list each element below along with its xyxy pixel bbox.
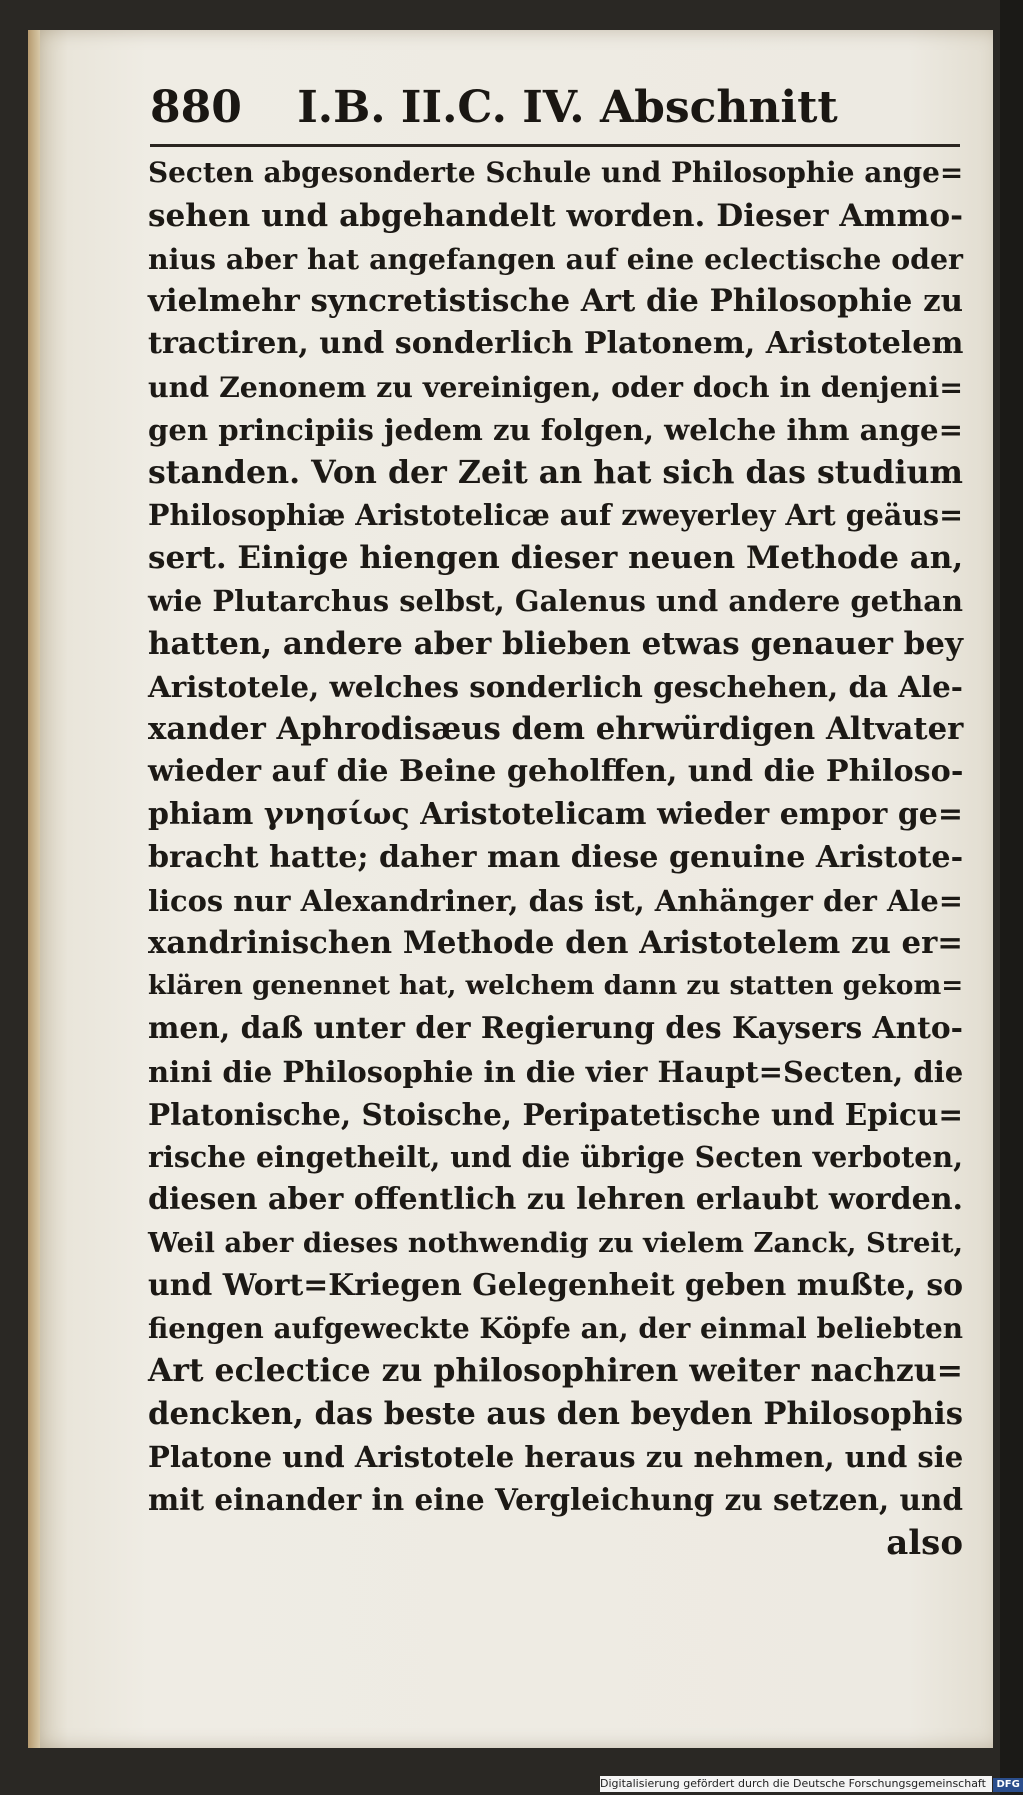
text-line: rische eingetheilt, und die übrige Secten verboten, <box>148 1140 963 1175</box>
page-gutter-edge <box>28 30 40 1748</box>
dfg-logo: DFG <box>993 1778 1022 1792</box>
text-line: phiam γνησίως Aristotelicam wieder empor ge= <box>148 796 963 832</box>
text-line: Weil aber dieses nothwendig zu vielem Zanck, Streit, <box>148 1226 964 1259</box>
credit-text: Digitalisierung gefördert durch die Deutsche Forschungsgemeinschaft <box>600 1777 986 1790</box>
text-line: xander Aphrodisæus dem ehrwürdigen Altvater <box>148 711 964 748</box>
text-line: nini die Philosophie in die vier Haupt=Secten, die <box>148 1054 964 1089</box>
text-line: gen principiis jedem zu folgen, welche ihm ange= <box>148 412 963 447</box>
page-number: 880 <box>150 82 242 133</box>
page-header <box>150 82 950 142</box>
text-line: xandrinischen Methode den Aristotelem zu er= <box>148 925 963 962</box>
running-title: I.B. II.C. IV. Abschnitt <box>297 82 838 133</box>
text-line: bracht hatte; daher man diese genuine Aristote- <box>148 839 964 875</box>
text-line: und Wort=Kriegen Gelegenheit geben mußte, so <box>148 1267 964 1303</box>
text-line: dencken, das beste aus den beyden Philosophis <box>148 1396 963 1433</box>
text-line: standen. Von der Zeit an hat sich das studium <box>148 453 963 491</box>
text-line: diesen aber offentlich zu lehren erlaubt worden. <box>148 1182 963 1218</box>
text-line: Platone und Aristotele heraus zu nehmen, und sie <box>148 1439 964 1474</box>
digitization-credit <box>600 1776 1020 1792</box>
text-line: sert. Einige hiengen dieser neuen Methode an, <box>148 540 964 577</box>
header-rule <box>150 144 960 147</box>
body-text <box>148 152 963 1564</box>
text-line: vielmehr syncretistische Art die Philosophie zu <box>148 283 963 320</box>
text-line: hatten, andere aber blieben etwas genauer bey <box>148 625 963 662</box>
text-line: wie Plutarchus selbst, Galenus und andere gethan <box>148 583 963 618</box>
text-line: men, daß unter der Regierung des Kaysers Anto- <box>148 1010 963 1046</box>
text-line: tractiren, und sonderlich Platonem, Aristotelem <box>148 326 964 362</box>
text-line: klären genennet hat, welchem dann zu statten gekom= <box>148 970 964 1002</box>
text-line: licos nur Alexandriner, das ist, Anhänger der Ale= <box>148 883 963 918</box>
text-line: Platonische, Stoische, Peripatetische und Epicu= <box>148 1096 963 1132</box>
text-line: mit einander in eine Vergleichung zu setzen, und <box>148 1481 963 1517</box>
text-line: und Zenonem zu vereinigen, oder doch in denjeni= <box>148 369 963 404</box>
text-line: sehen und abgehandelt worden. Dieser Ammo- <box>148 197 963 234</box>
text-line: wieder auf die Beine geholffen, und die Philoso- <box>148 754 964 790</box>
text-line: fiengen aufgeweckte Köpfe an, der einmal beliebten <box>148 1311 963 1345</box>
text-line: Art eclectice zu philosophiren weiter nachzu= <box>148 1352 963 1390</box>
catchword: also <box>886 1522 963 1563</box>
text-line: nius aber hat angefangen auf eine eclectische oder <box>148 241 963 276</box>
text-line: Secten abgesonderte Schule und Philosophie ange= <box>148 156 964 189</box>
text-line: Philosophiæ Aristotelicæ auf zweyerley Art geäus= <box>148 498 963 533</box>
text-line: Aristotele, welches sonderlich geschehen, da Ale- <box>148 668 963 704</box>
